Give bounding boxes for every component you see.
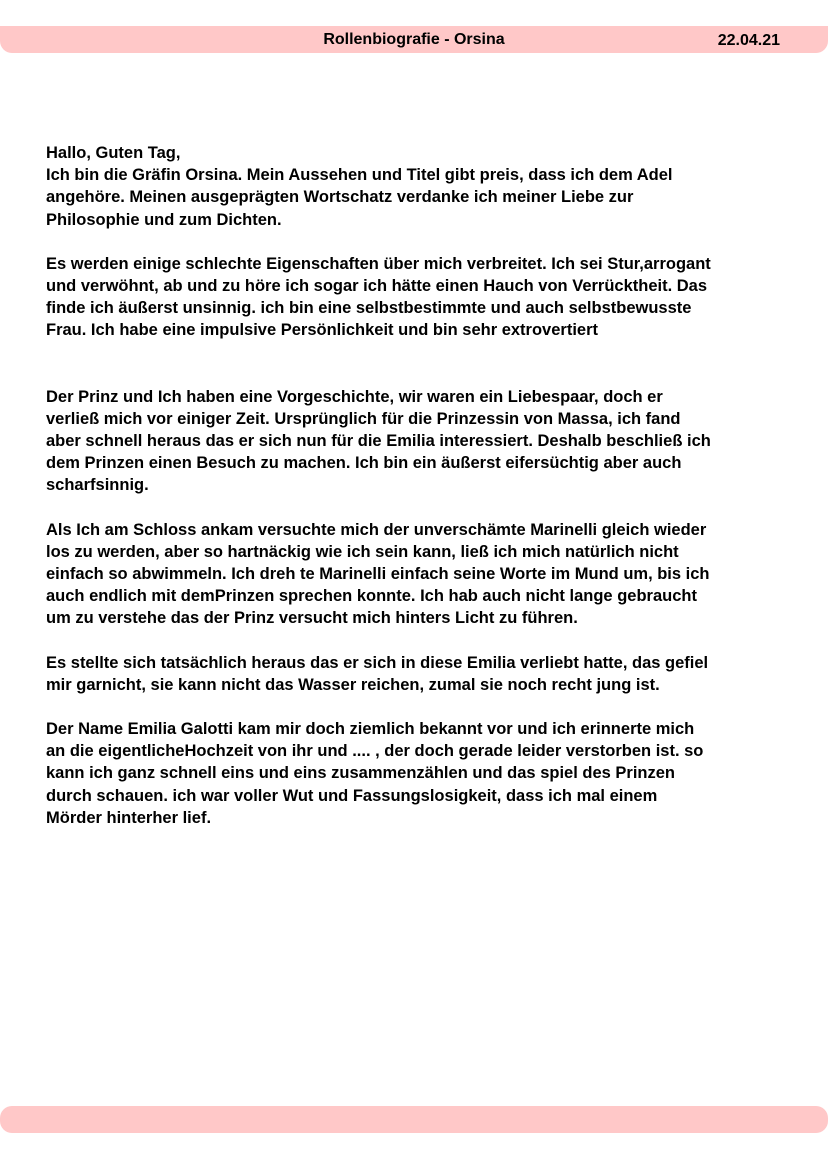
header-bar bbox=[0, 26, 828, 53]
document-title: Rollenbiografie - Orsina bbox=[323, 31, 505, 48]
document-date: 22.04.21 bbox=[717, 32, 780, 49]
paragraph-emilia: Es stellte sich tatsächlich heraus das er sich in diese Emilia verliebt hatte, das gefiel mir garnicht, sie kann nicht das Wasser reichen, zumal sie noch recht jung ist. bbox=[46, 653, 709, 694]
paragraph-greeting: Hallo, Guten Tag, Ich bin die Gräfin Orsina. Mein Aussehen und Titel gibt preis, dass ich dem Adel angehöre. Meinen ausgeprägten Wortschatz verdanke ich meiner Liebe zur Philosophie und zum Dichten. bbox=[46, 144, 673, 229]
paragraph-conclusion: Der Name Emilia Galotti kam mir doch ziemlich bekannt vor und ich erinnerte mich an die eigentlicheHochzeit von ihr und .... , der doch gerade leider verstorben ist. so kann ich ganz schnell eins und eins zusammenzählen und das spiel des Prinzen durch schauen. ich war voller Wut und Fassungslosigkeit, dass ich mal einem Mörder hinterher lief. bbox=[46, 720, 704, 827]
paragraph-castle: Als Ich am Schloss ankam versuchte mich der unverschämte Marinelli gleich wieder los zu werden, aber so hartnäckig wie ich sein kann, ließ ich mich natürlich nicht einfach so abwimmeln. Ich dreh te Marinelli einfach seine Worte im Mund um, bis ich auch endlich mit demPrinzen sprechen konnte. Ich hab auch nicht lange gebraucht um zu verstehe das der Prinz versucht mich hinters Licht zu führen. bbox=[46, 520, 710, 628]
paragraph-backstory: Der Prinz und Ich haben eine Vorgeschichte, wir waren ein Liebespaar, doch er verließ mich vor einiger Zeit. Ursprünglich für die Prinzessin von Massa, ich fand aber schnell heraus das er sich nun für die Emilia interessiert. Deshalb beschließ ich dem Prinzen einen Besuch zu machen. Ich bin ein äußerst eifersüchtig aber auch scharfsinnig. bbox=[46, 387, 711, 495]
document-body bbox=[46, 142, 786, 851]
footer-bar bbox=[0, 1106, 828, 1133]
paragraph-traits: Es werden einige schlechte Eigenschaften über mich verbreitet. Ich sei Stur,arrogant und verwöhnt, ab und zu höre ich sogar ich hätte einen Hauch von Verrücktheit. Das finde ich äußerst unsinnig. ich bin eine selbstbestimmte und auch selbstbewusste Frau. Ich habe eine impulsive Persönlichkeit und bin sehr extrovertiert bbox=[46, 254, 711, 340]
